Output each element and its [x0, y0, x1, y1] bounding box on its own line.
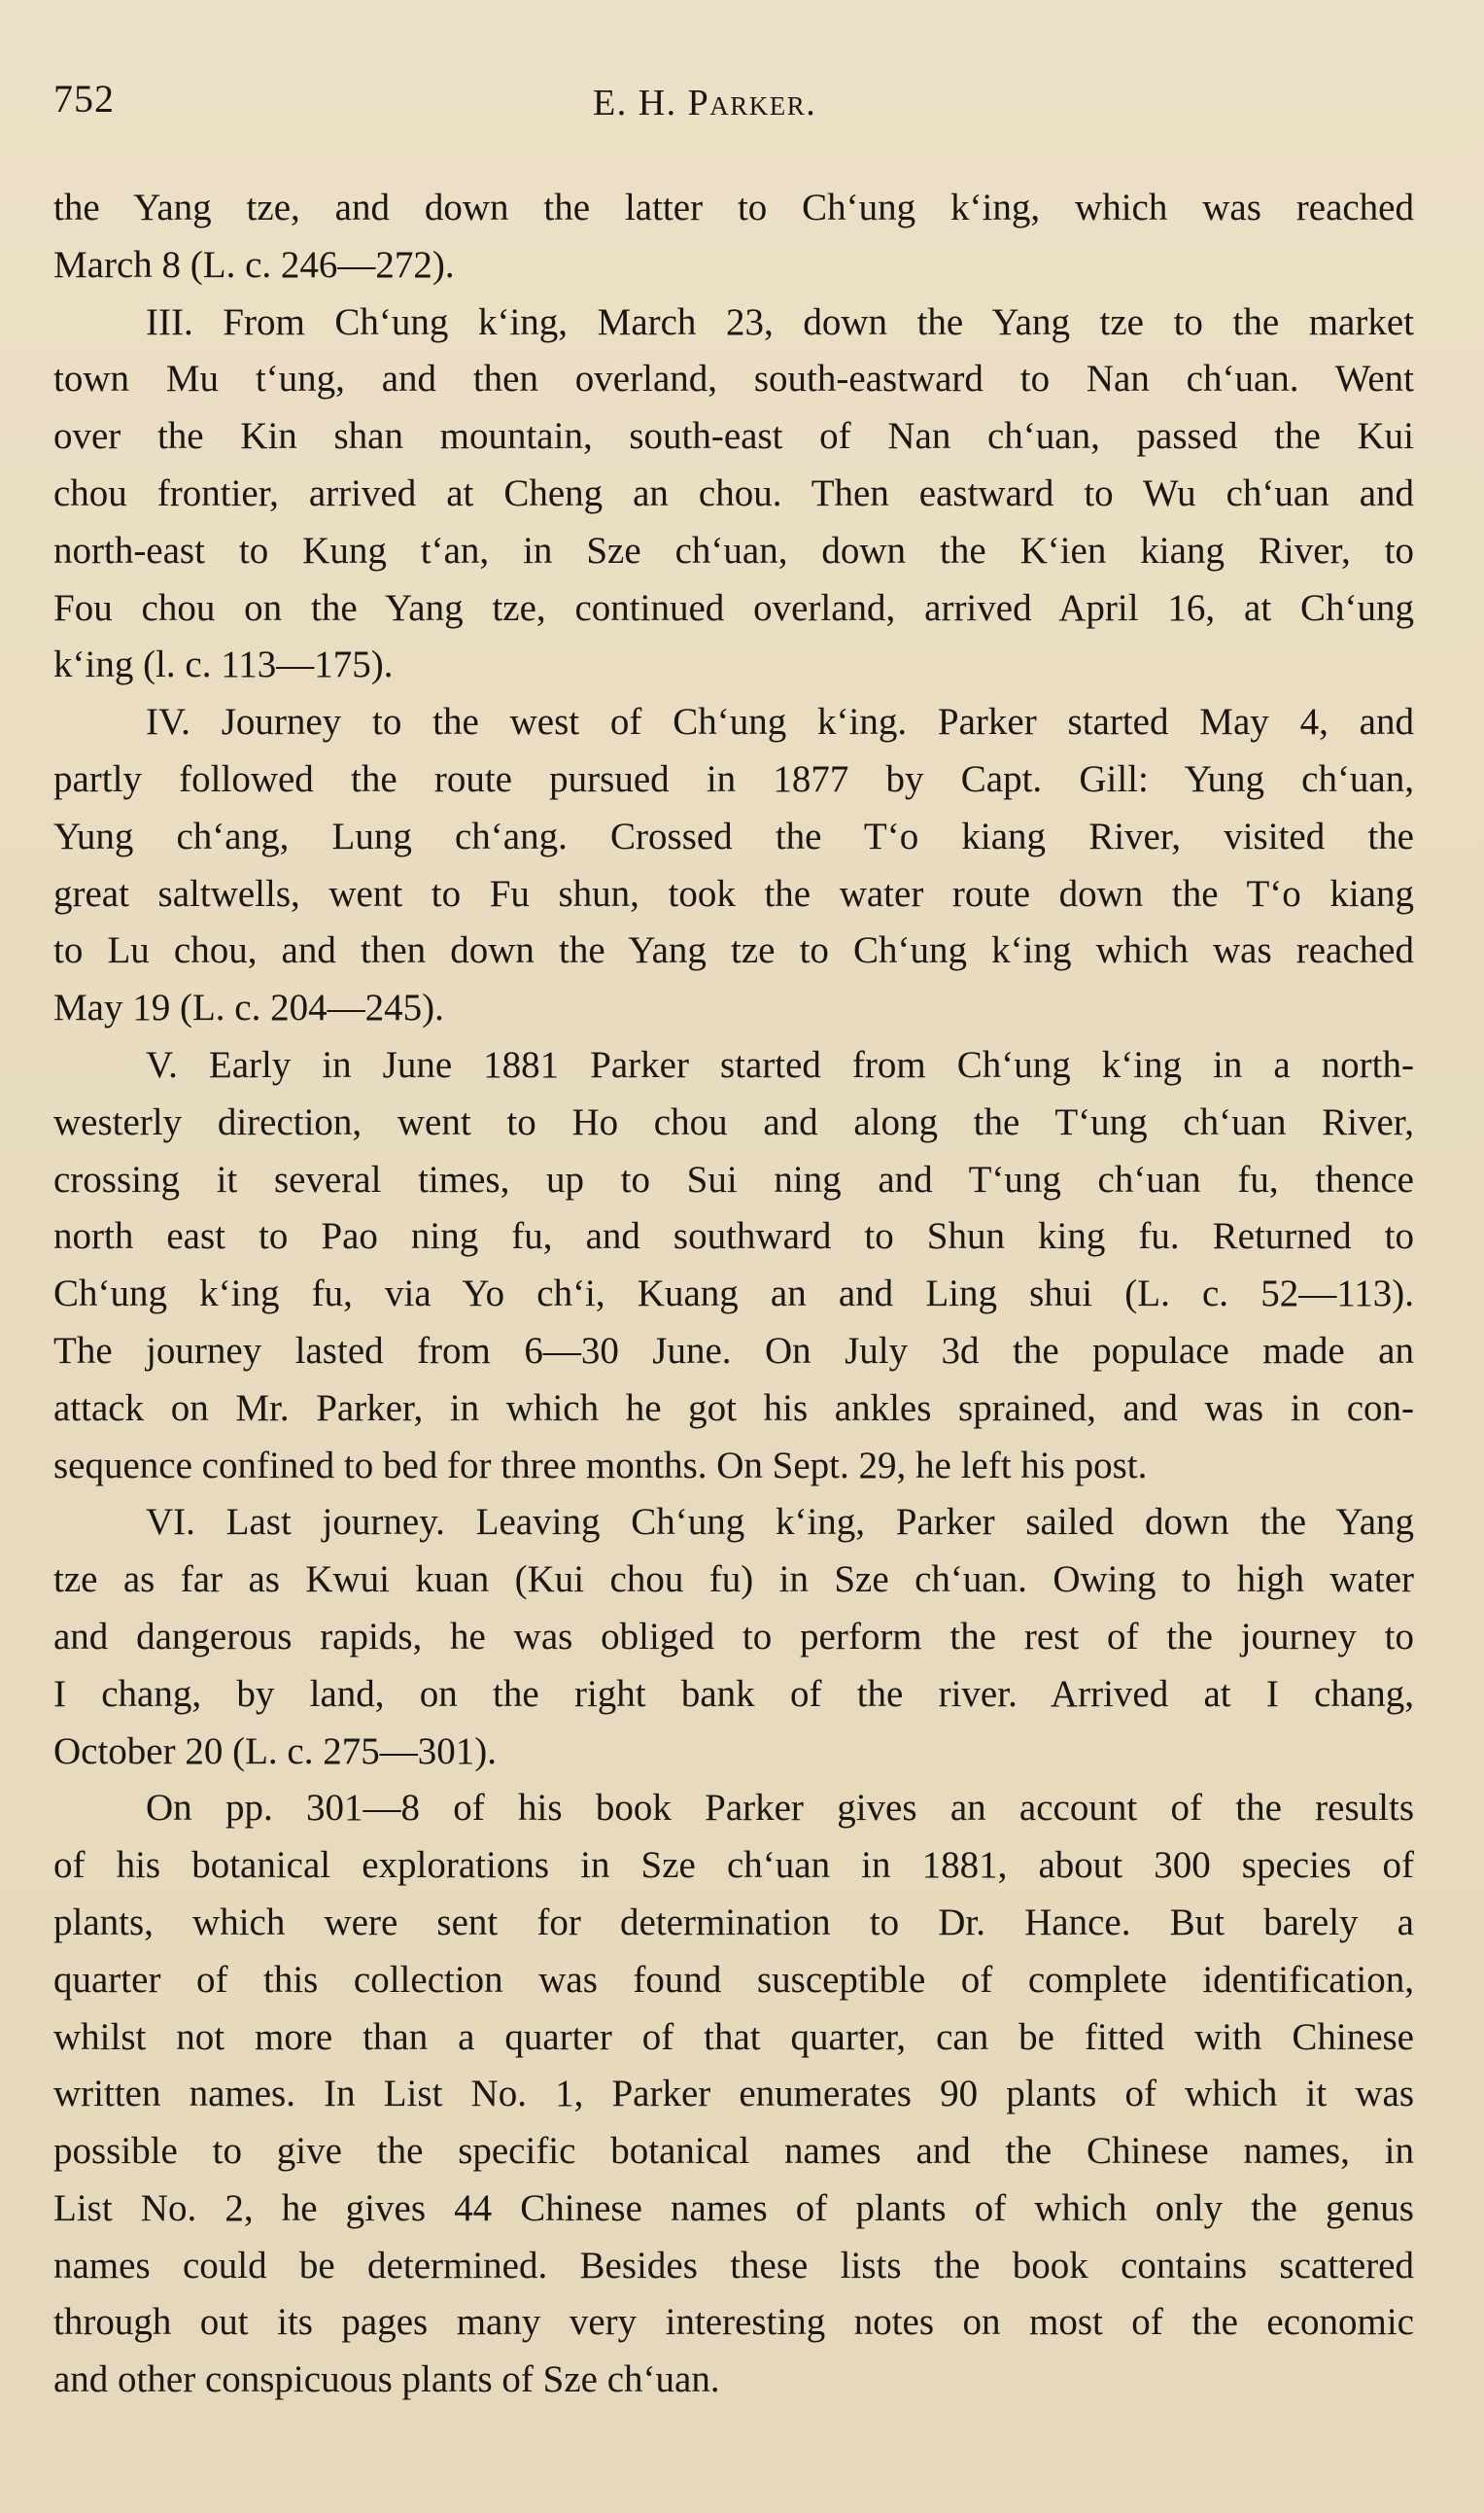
- text-line: Chʻung kʻing fu, via Yo chʻi, Kuang an and Ling shui (L. c. 52—113).: [53, 1273, 1414, 1315]
- text-line: great saltwells, went to Fu shun, took the water route down the Tʻo kiang: [53, 872, 1414, 915]
- text-line: possible to give the specific botanical names and the Chinese names, in: [53, 2130, 1414, 2173]
- text-line: Yung chʻang, Lung chʻang. Crossed the Tʻo kiang River, visited the: [53, 815, 1414, 857]
- text-line: V. Early in June 1881 Parker started from Chʻung kʻing in a north-: [146, 1043, 1414, 1086]
- text-line: List No. 2, he gives 44 Chinese names of plants of which only the genus: [53, 2186, 1414, 2229]
- paragraph: [53, 180, 1414, 295]
- text-line: to Lu chou, and then down the Yang tze to Chʻung kʻing which was reached: [53, 929, 1414, 972]
- text-line: partly followed the route pursued in 1877 by Capt. Gill: Yung chʻuan,: [53, 757, 1414, 800]
- paragraph: [53, 694, 1414, 1037]
- text-line: attack on Mr. Parker, in which he got his ankles sprained, and was in con-: [53, 1386, 1414, 1429]
- paragraph: [53, 1494, 1414, 1780]
- text-line: III. From Chʻung kʻing, March 23, down the Yang tze to the market: [146, 300, 1414, 343]
- text-line: kʻing (l. c. 113—175).: [53, 644, 394, 686]
- text-line: north-east to Kung tʻan, in Sze chʻuan, down the Kʻien kiang River, to: [53, 529, 1414, 572]
- paragraph: [53, 1780, 1414, 2409]
- text-line: chou frontier, arrived at Cheng an chou. Then eastward to Wu chʻuan and: [53, 471, 1414, 514]
- text-line: The journey lasted from 6—30 June. On July 3d the populace made an: [53, 1329, 1414, 1372]
- text-line: names could be determined. Besides these lists the book contains scattered: [53, 2244, 1414, 2286]
- text-line: over the Kin shan mountain, south-east of Nan chʻuan, passed the Kui: [53, 415, 1414, 458]
- text-line: May 19 (L. c. 204—245).: [53, 987, 444, 1030]
- paragraph: [53, 295, 1414, 695]
- text-line: I chang, by land, on the right bank of the river. Arrived at I chang,: [53, 1672, 1414, 1715]
- text-line: north east to Pao ning fu, and southward to Shun king fu. Returned to: [53, 1215, 1414, 1258]
- text-line: town Mu tʻung, and then overland, south-eastward to Nan chʻuan. Went: [53, 358, 1414, 401]
- body-text: [53, 180, 1414, 2409]
- text-line: tze as far as Kwui kuan (Kui chou fu) in Sze chʻuan. Owing to high water: [53, 1558, 1414, 1601]
- paragraph: [53, 1037, 1414, 1494]
- text-line: and other conspicuous plants of Sze chʻuan.: [53, 2358, 720, 2401]
- page-number: 752: [53, 77, 115, 121]
- text-line: IV. Journey to the west of Chʻung kʻing. Parker started May 4, and: [146, 701, 1414, 744]
- text-line: crossing it several times, up to Sui ning and Tʻung chʻuan fu, thence: [53, 1158, 1414, 1201]
- text-line: through out its pages many very interesting notes on most of the economic: [53, 2301, 1414, 2344]
- text-line: On pp. 301—8 of his book Parker gives an account of the results: [146, 1787, 1414, 1830]
- text-line: sequence confined to bed for three months. On Sept. 29, he left his post.: [53, 1444, 1148, 1486]
- header-title: E. H. Parker.: [593, 83, 817, 123]
- text-line: March 8 (L. c. 246—272).: [53, 243, 455, 286]
- text-line: written names. In List No. 1, Parker enumerates 90 plants of which it was: [53, 2073, 1414, 2115]
- text-line: quarter of this collection was found susceptible of complete identification,: [53, 1958, 1414, 2001]
- text-line: and dangerous rapids, he was obliged to perform the rest of the journey to: [53, 1615, 1414, 1658]
- text-line: the Yang tze, and down the latter to Chʻung kʻing, which was reached: [53, 187, 1414, 228]
- text-line: plants, which were sent for determination to Dr. Hance. But barely a: [53, 1901, 1414, 1943]
- running-head: [53, 76, 1414, 144]
- text-line: Fou chou on the Yang tze, continued overland, arrived April 16, at Chʻung: [53, 586, 1414, 629]
- text-line: of his botanical explorations in Sze chʻuan in 1881, about 300 species of: [53, 1844, 1414, 1887]
- text-line: whilst not more than a quarter of that quarter, can be fitted with Chinese: [53, 2015, 1414, 2058]
- text-line: westerly direction, went to Ho chou and along the Tʻung chʻuan River,: [53, 1100, 1414, 1143]
- text-line: October 20 (L. c. 275—301).: [53, 1729, 497, 1772]
- text-line: VI. Last journey. Leaving Chʻung kʻing, Parker sailed down the Yang: [146, 1501, 1414, 1544]
